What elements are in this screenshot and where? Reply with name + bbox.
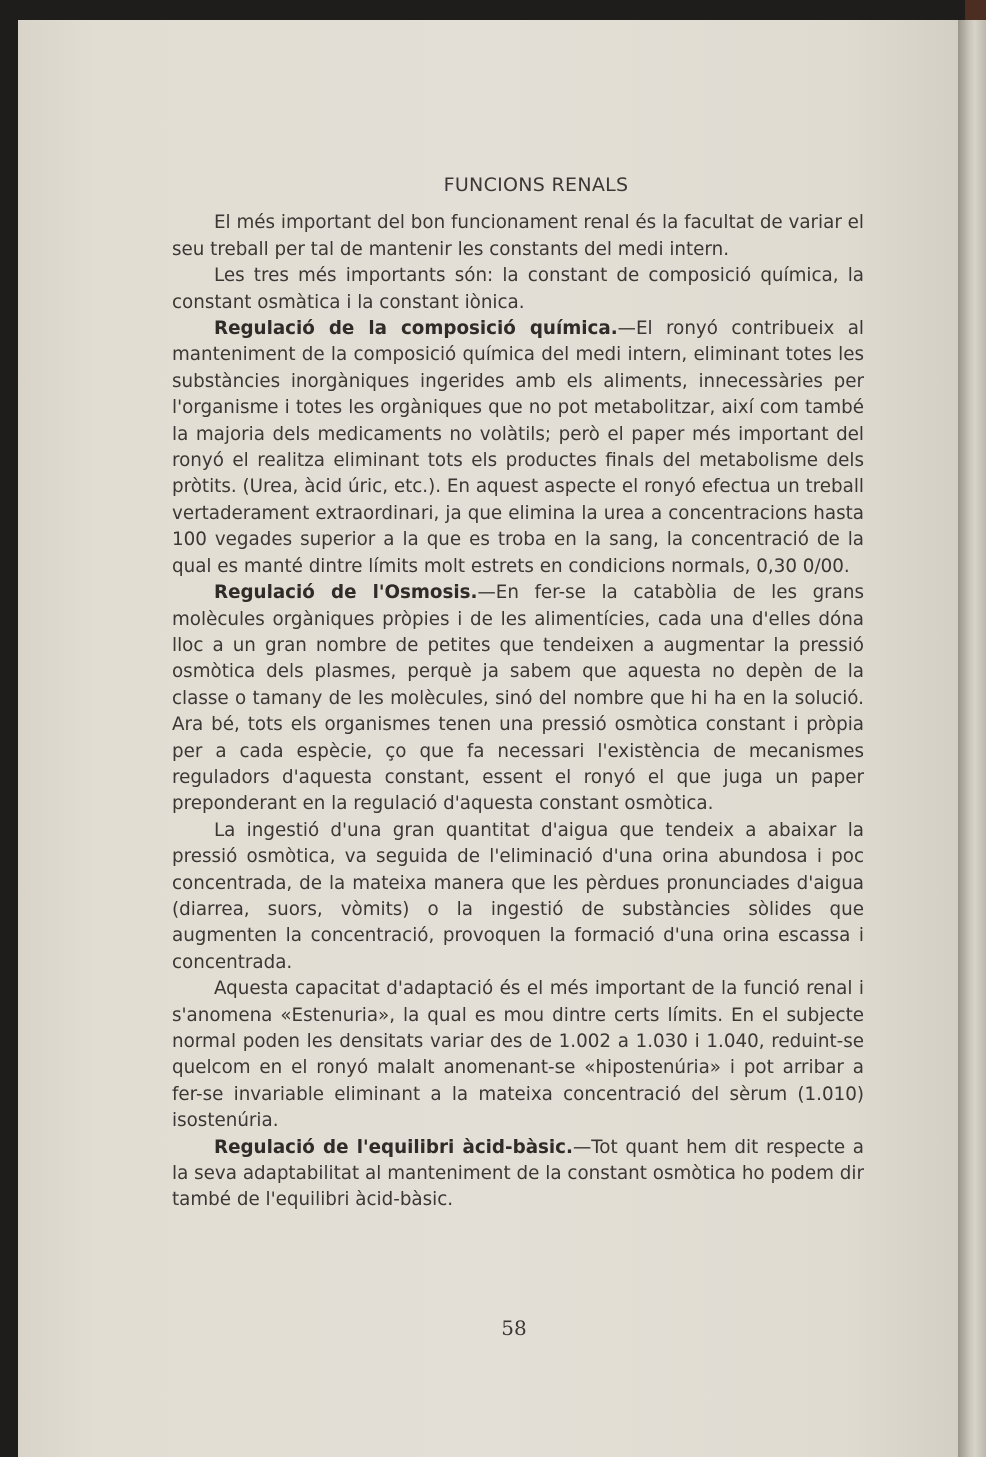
page-title: FUNCIONS RENALS <box>443 174 629 196</box>
paragraph-5 <box>172 818 864 976</box>
paragraph-text: —Tot quant hem dit respecte a la seva adaptabilitat al manteniment de la constant osmòtica ho podem dir també de l'equilibri àcid-bàsic. <box>172 1136 865 1211</box>
paragraph-text: Aquesta capacitat d'adaptació és el més important de la funció renal i s'anomena «Estenuria», la qual es mou dintre certs límits. En el subjecte normal poden les densitats variar des de 1.002 a 1.030 i 1.040, reduint-se quelcom en el ronyó malalt anomenant-se «hipostenúria» i pot arribar a fer-se invariable eliminant a la mateixa concentració del sèrum (1.010) isostenúria. <box>172 978 864 1132</box>
text-block <box>172 172 864 1214</box>
paragraph-7 <box>172 1135 864 1214</box>
binding-corner <box>965 0 986 22</box>
section-heading: Regulació de l'equilibri àcid-bàsic. <box>214 1136 573 1158</box>
paragraph-4 <box>172 580 864 818</box>
paragraph-text: —En fer-se la catabòlia de les grans molècules orgàniques pròpies i de les alimentícies, cada una d'elles dóna lloc a un gran nombre de petites que tendeixen a augmentar la pressió osmòtica dels plasmes, perquè ja sabem que aquesta no depèn de la classe o tamany de les molècules, sinó del nombre que hi ha en la solució. Ara bé, tots els organismes tenen una pressió osmòtica constant i pròpia per a cada espècie, ço que fa necessari l'existència de mecanismes reguladors d'aquesta constant, essent el ronyó el que juga un paper preponderant en la regulació d'aquesta constant osmòtica. <box>172 582 864 815</box>
paragraph-text: La ingestió d'una gran quantitat d'aigua que tendeix a abaixar la pressió osmòtica, va seguida de l'eliminació d'una orina abundosa i poc concentrada, de la mateixa manera que les pèrdues pronunciades d'aigua (diarrea, suors, vòmits) o la ingestió de substàncies sòlides que augmenten la concentració, provoquen la formació d'una orina escassa i concentrada. <box>172 819 864 973</box>
paragraph-2 <box>172 263 864 316</box>
paragraph-3 <box>172 316 864 580</box>
section-heading: Regulació de la composició química. <box>214 318 618 340</box>
section-heading: Regulació de l'Osmosis. <box>214 582 478 604</box>
paragraph-text: —El ronyó contribueix al manteniment de la composició química del medi intern, eliminant totes les substàncies inorgàniques ingerides amb els aliments, innecessàries per l'organisme i totes les orgàniques que no pot metabolitzar, així com també la majoria dels medicaments no volàtils; però el paper més important del ronyó el realitza eliminant tots els productes finals del metabolisme dels pròtits. (Urea, àcid úric, etc.). En aquest aspecte el ronyó efectua un treball vertaderament extraordinari, ja que elimina la urea a concentracions hasta 100 vegades superior a la que es troba en la sang, la concentració de la qual es manté dintre límits molt estrets en condicions normals, 0,30 0/00. <box>172 318 865 577</box>
book-page-edge <box>958 20 986 1457</box>
paragraph-1 <box>172 210 864 263</box>
paragraph-text: Les tres més importants són: la constant de composició química, la constant osmàtica i la constant iònica. <box>172 265 864 313</box>
page-number: 58 <box>501 1316 527 1340</box>
paragraph-6 <box>172 976 864 1134</box>
paragraph-text: El més important del bon funcionament renal és la facultat de variar el seu treball per tal de mantenir les constants del medi intern. <box>172 212 864 260</box>
